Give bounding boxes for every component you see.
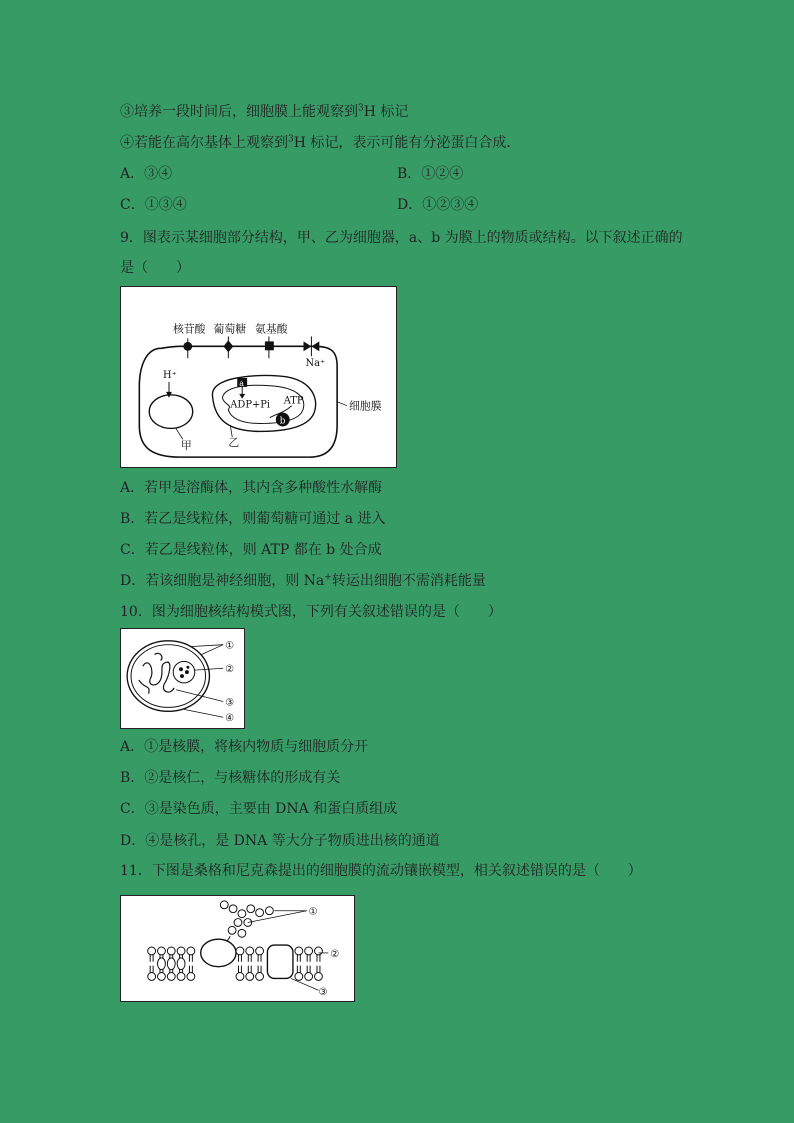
phospholipid-tail <box>297 955 300 962</box>
phospholipid-head <box>187 947 195 955</box>
phospholipid-head <box>315 947 323 955</box>
phospholipid-head <box>177 947 185 955</box>
phospholipid-tail <box>258 955 261 962</box>
label-jia: 甲 <box>180 439 192 453</box>
label-membrane: 细胞膜 <box>348 399 382 413</box>
phospholipid-head <box>167 947 175 955</box>
embedded-protein-small <box>177 958 185 970</box>
q8-option-b: B．①②④ <box>397 166 464 182</box>
phospholipid-head <box>305 947 313 955</box>
phospholipid-tail <box>307 966 310 973</box>
q9-option-b: B．若乙是线粒体，则葡萄糖可通过 a 进入 <box>120 511 386 527</box>
phospholipid-tail <box>150 955 153 962</box>
label-hydrogen: H⁺ <box>163 369 177 381</box>
phospholipid-head <box>158 973 166 981</box>
q8-statement-3: ③培养一段时间后，细胞膜上能观察到$^3$H 标记 <box>120 103 409 120</box>
q8-option-a: A．③④ <box>120 166 173 182</box>
phospholipid-tail <box>317 955 320 962</box>
phospholipid-tail <box>307 955 310 962</box>
phospholipid-head <box>315 973 323 981</box>
embedded-protein-small <box>158 958 166 970</box>
q10-option-b: B．②是核仁，与核糖体的形成有关 <box>120 770 341 786</box>
phospholipid-tail <box>258 966 261 973</box>
phospholipid-head <box>305 973 313 981</box>
label-1: ① <box>308 906 318 918</box>
q10-option-c: C．③是染色质，主要由 DNA 和蛋白质组成 <box>120 801 398 817</box>
q11-stem: 11．下图是桑格和尼克森提出的细胞膜的流动镶嵌模型，相关叙述错误的是（ ） <box>120 863 642 879</box>
q8-option-c: C．①③④ <box>120 197 187 213</box>
q9-stem: 9．图表示某细胞部分结构，甲、乙为细胞器，a、b 为膜上的物质或结构。以下叙述正确的 <box>120 230 683 246</box>
phospholipid-head <box>295 973 303 981</box>
q9-stem-cont: 是（ ） <box>120 260 190 276</box>
q10-option-a: A．①是核膜，将核内物质与细胞质分开 <box>120 739 369 755</box>
phospholipid-head <box>246 947 254 955</box>
phospholipid-head <box>246 973 254 981</box>
phospholipid-tail <box>150 966 153 973</box>
phospholipid-head <box>167 973 175 981</box>
phospholipid-head <box>177 973 185 981</box>
q9-cell-figure <box>120 286 397 468</box>
q10-option-d: D．④是核孔，是 DNA 等大分子物质进出核的通道 <box>120 833 440 849</box>
label-atp: ATP <box>283 395 304 407</box>
phospholipid-tail <box>238 955 241 962</box>
phospholipid-head <box>236 973 244 981</box>
q9-option-c: C．若乙是线粒体，则 ATP 都在 b 处合成 <box>120 542 382 558</box>
q10-stem: 10．图为细胞核结构模式图，下列有关叙述错误的是（ ） <box>120 604 502 620</box>
q9-option-a: A．若甲是溶酶体，其内含多种酸性水解酶 <box>120 480 383 496</box>
label-adp: ADP+Pi <box>230 399 271 411</box>
label-yi: 乙 <box>228 436 240 450</box>
protein-channel <box>267 945 293 978</box>
label-glucose: 葡萄糖 <box>213 322 247 336</box>
phospholipid-head <box>148 947 156 955</box>
protein-large <box>201 939 236 966</box>
sodium-pump <box>311 341 319 351</box>
phospholipid-head <box>158 947 166 955</box>
phospholipid-tail <box>238 966 241 973</box>
phospholipid-tail <box>317 966 320 973</box>
q11-membrane-figure <box>120 895 355 1002</box>
phospholipid-head <box>187 973 195 981</box>
phospholipid-tail <box>297 966 300 973</box>
label-2: ② <box>225 664 234 676</box>
label-sodium: Na⁺ <box>305 358 326 370</box>
phospholipid-head <box>295 947 303 955</box>
label-1: ① <box>225 640 234 652</box>
phospholipid-head <box>236 947 244 955</box>
phospholipid-tail <box>189 955 192 962</box>
label-2: ② <box>330 948 340 960</box>
phospholipid-tail <box>248 966 251 973</box>
q9-option-d: D．若该细胞是神经细胞，则 Na+转运出细胞不需消耗能量 <box>120 572 486 589</box>
label-3: ③ <box>318 987 328 999</box>
q8-statement-4: ④若能在高尔基体上观察到$^3$H 标记，表示可能有分泌蛋白合成． <box>120 134 521 151</box>
svg-text:b: b <box>279 416 286 427</box>
q10-nucleus-figure <box>120 628 245 729</box>
phospholipid-head <box>256 947 264 955</box>
phospholipid-head <box>256 973 264 981</box>
organelle-jia <box>149 395 193 429</box>
phospholipid-tail <box>189 966 192 973</box>
phospholipid-head <box>148 973 156 981</box>
label-amino-acid: 氨基酸 <box>255 322 288 336</box>
svg-text:a: a <box>239 378 244 388</box>
label-4: ④ <box>225 713 234 725</box>
embedded-protein-small <box>167 958 175 970</box>
label-3: ③ <box>225 697 234 709</box>
phospholipid-tail <box>248 955 251 962</box>
label-nucleotide: 核苷酸 <box>172 322 206 336</box>
q8-option-d: D．①②③④ <box>397 197 479 213</box>
